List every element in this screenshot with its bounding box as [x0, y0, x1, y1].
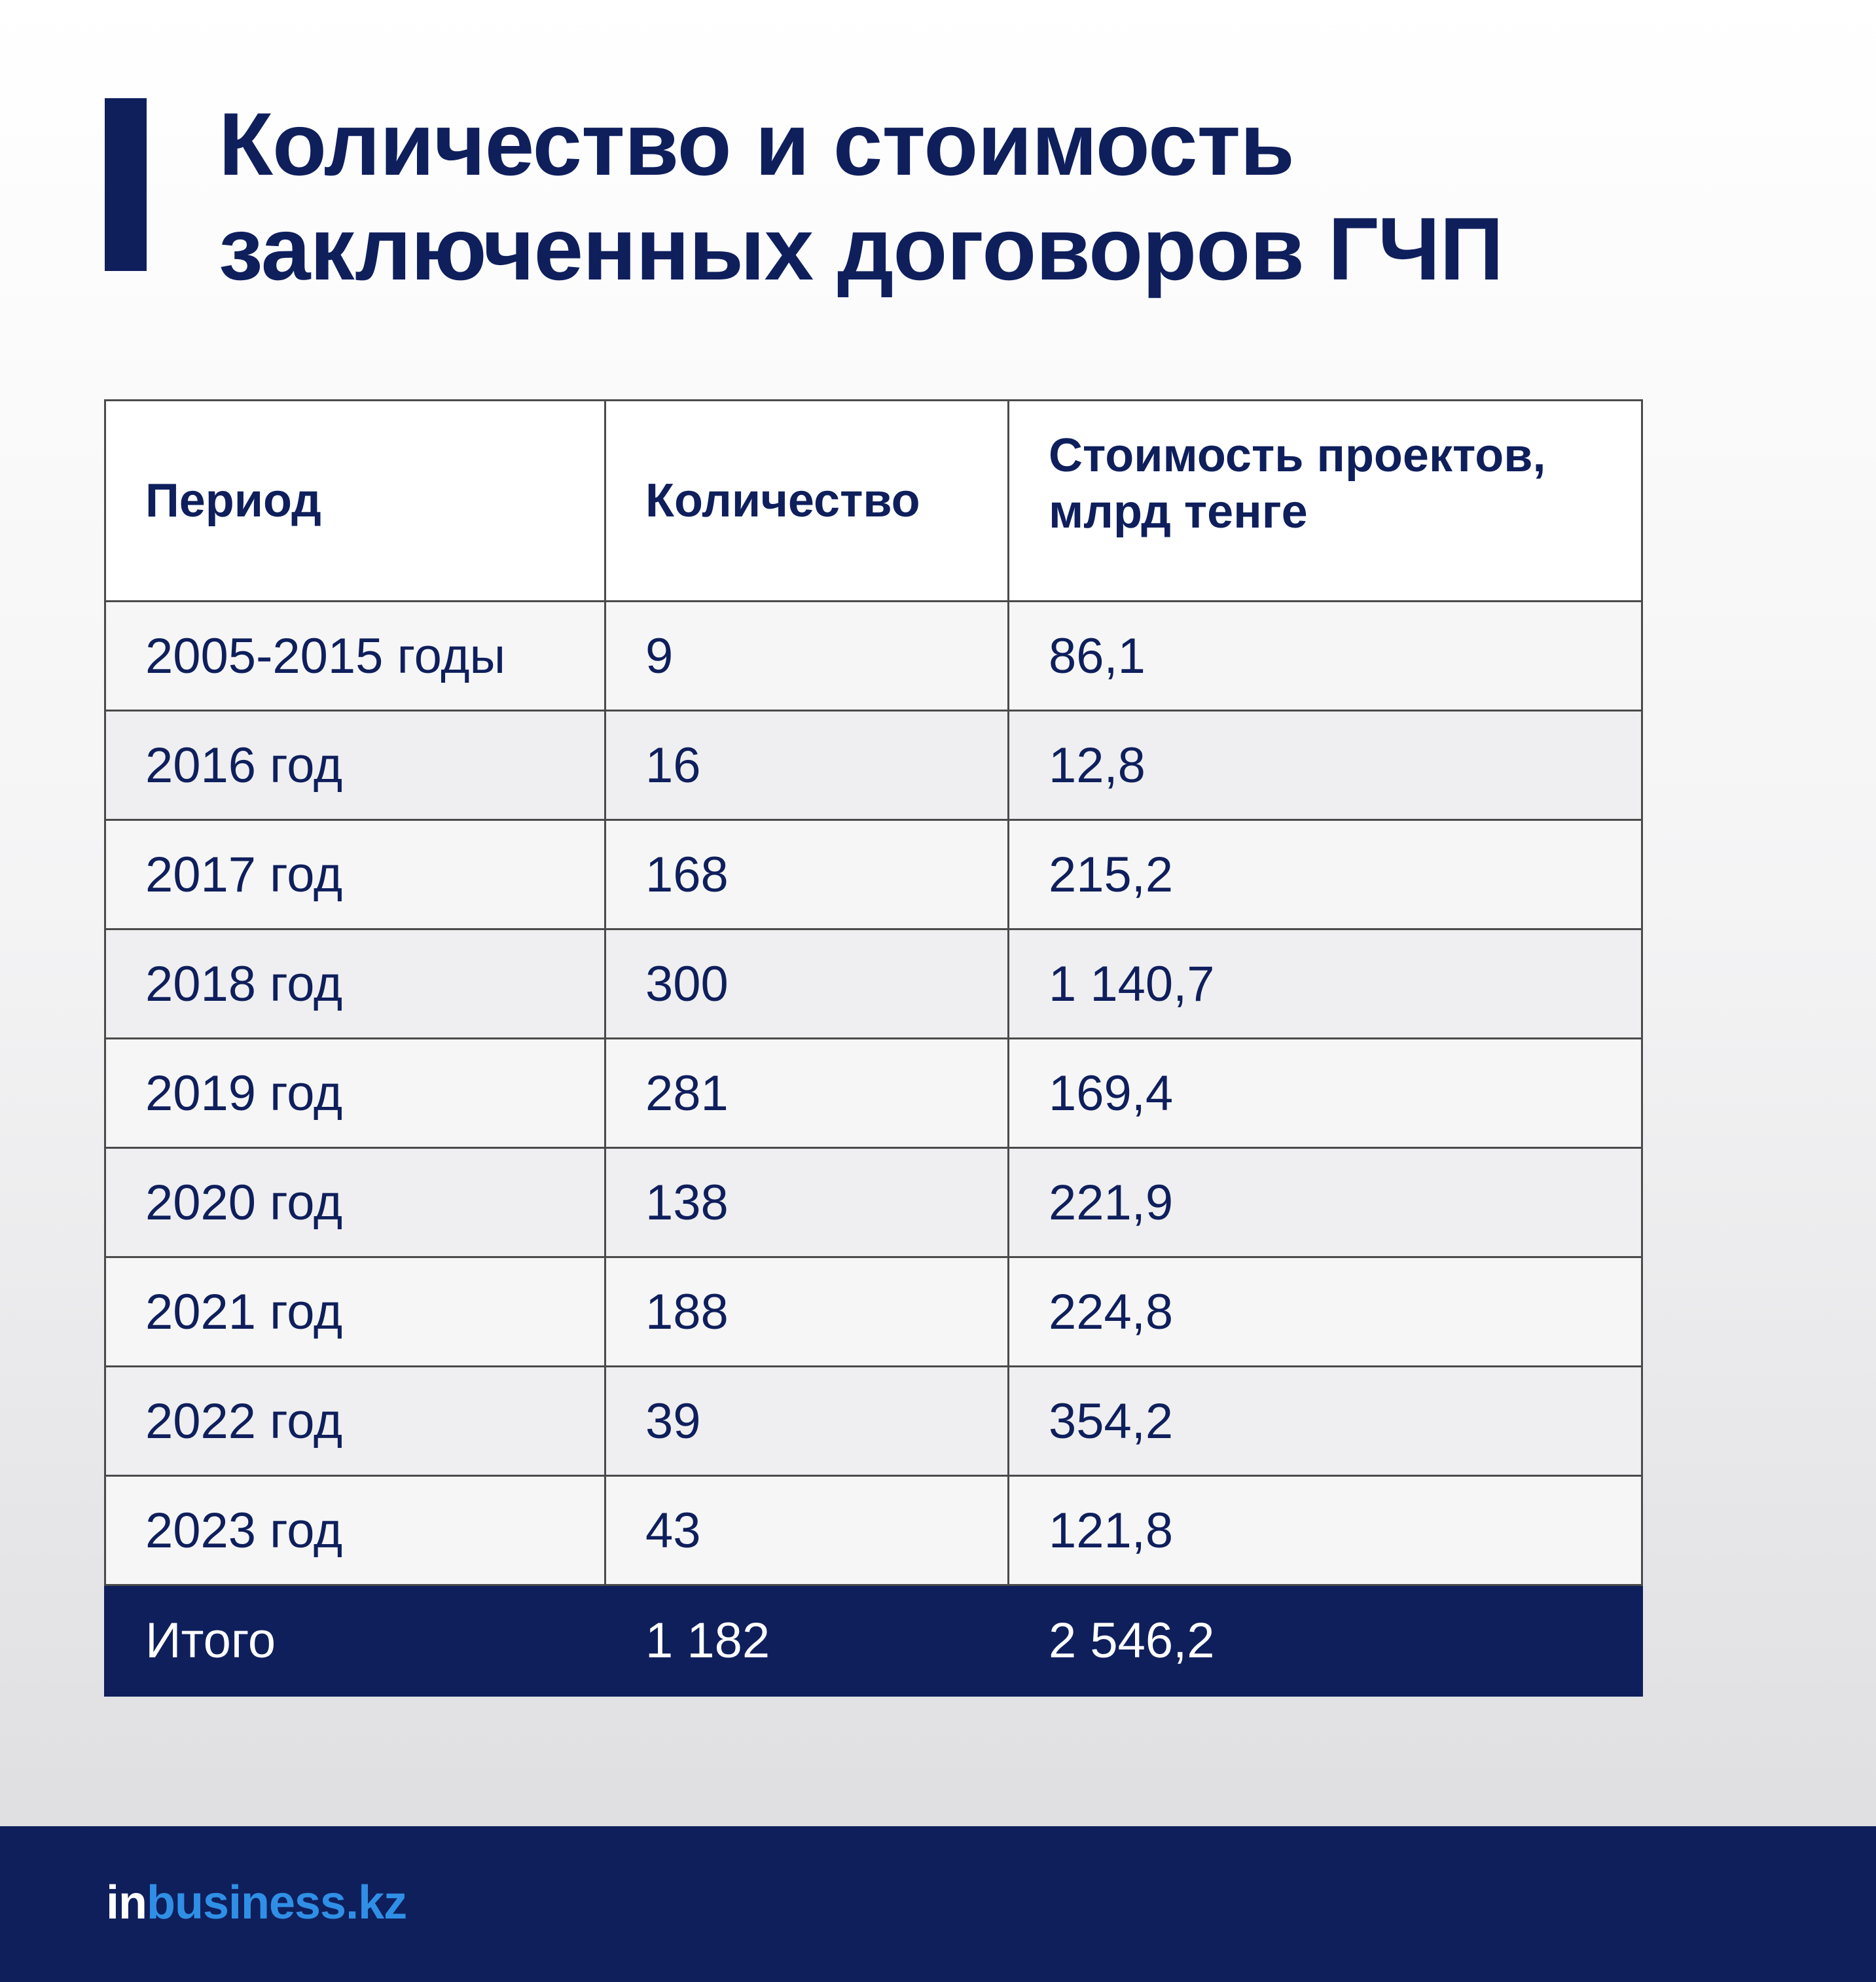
total-count: 1 182 — [605, 1585, 1009, 1696]
title-line-1: Количество и стоимость — [219, 94, 1294, 194]
cell-count: 9 — [605, 602, 1009, 711]
table-row — [105, 1367, 1642, 1476]
cell-period: 2005-2015 годы — [105, 602, 605, 711]
title-accent-bar — [105, 98, 147, 271]
footer-band — [0, 1826, 1876, 1982]
header-period: Период — [105, 401, 605, 602]
total-label: Итого — [105, 1585, 605, 1696]
cell-count: 138 — [605, 1148, 1009, 1257]
title-line-2: заключенных договоров ГЧП — [219, 199, 1504, 298]
cell-value: 354,2 — [1009, 1367, 1642, 1476]
table-row — [105, 1257, 1642, 1367]
cell-period: 2020 год — [105, 1148, 605, 1257]
cell-count: 39 — [605, 1367, 1009, 1476]
logo-prefix: in — [106, 1877, 147, 1929]
logo-domain: business.kz — [146, 1877, 407, 1929]
table-row — [105, 1039, 1642, 1148]
page-title — [219, 92, 1790, 301]
cell-count: 281 — [605, 1039, 1009, 1148]
cell-period: 2021 год — [105, 1257, 605, 1367]
total-row — [105, 1585, 1642, 1696]
table-row — [105, 1148, 1642, 1257]
cell-value: 224,8 — [1009, 1257, 1642, 1367]
cell-period: 2018 год — [105, 929, 605, 1039]
cell-period: 2023 год — [105, 1476, 605, 1585]
brand-logo[interactable] — [106, 1876, 406, 1930]
cell-value: 221,9 — [1009, 1148, 1642, 1257]
table-row — [105, 929, 1642, 1039]
cell-count: 300 — [605, 929, 1009, 1039]
cell-period: 2016 год — [105, 711, 605, 820]
table-row — [105, 602, 1642, 711]
cell-period: 2017 год — [105, 820, 605, 929]
cell-value: 215,2 — [1009, 820, 1642, 929]
cell-value: 121,8 — [1009, 1476, 1642, 1585]
total-value: 2 546,2 — [1009, 1585, 1642, 1696]
table-row — [105, 711, 1642, 820]
cell-value: 12,8 — [1009, 711, 1642, 820]
cell-period: 2022 год — [105, 1367, 605, 1476]
header-value: Стоимость проектов, млрд тенге — [1009, 401, 1642, 602]
cell-value: 169,4 — [1009, 1039, 1642, 1148]
cell-count: 43 — [605, 1476, 1009, 1585]
contracts-table — [104, 399, 1643, 1697]
cell-count: 188 — [605, 1257, 1009, 1367]
table-row — [105, 820, 1642, 929]
table-header-row — [105, 401, 1642, 602]
cell-value: 1 140,7 — [1009, 929, 1642, 1039]
cell-value: 86,1 — [1009, 602, 1642, 711]
cell-period: 2019 год — [105, 1039, 605, 1148]
header-count: Количество — [605, 401, 1009, 602]
table-row — [105, 1476, 1642, 1585]
cell-count: 16 — [605, 711, 1009, 820]
cell-count: 168 — [605, 820, 1009, 929]
